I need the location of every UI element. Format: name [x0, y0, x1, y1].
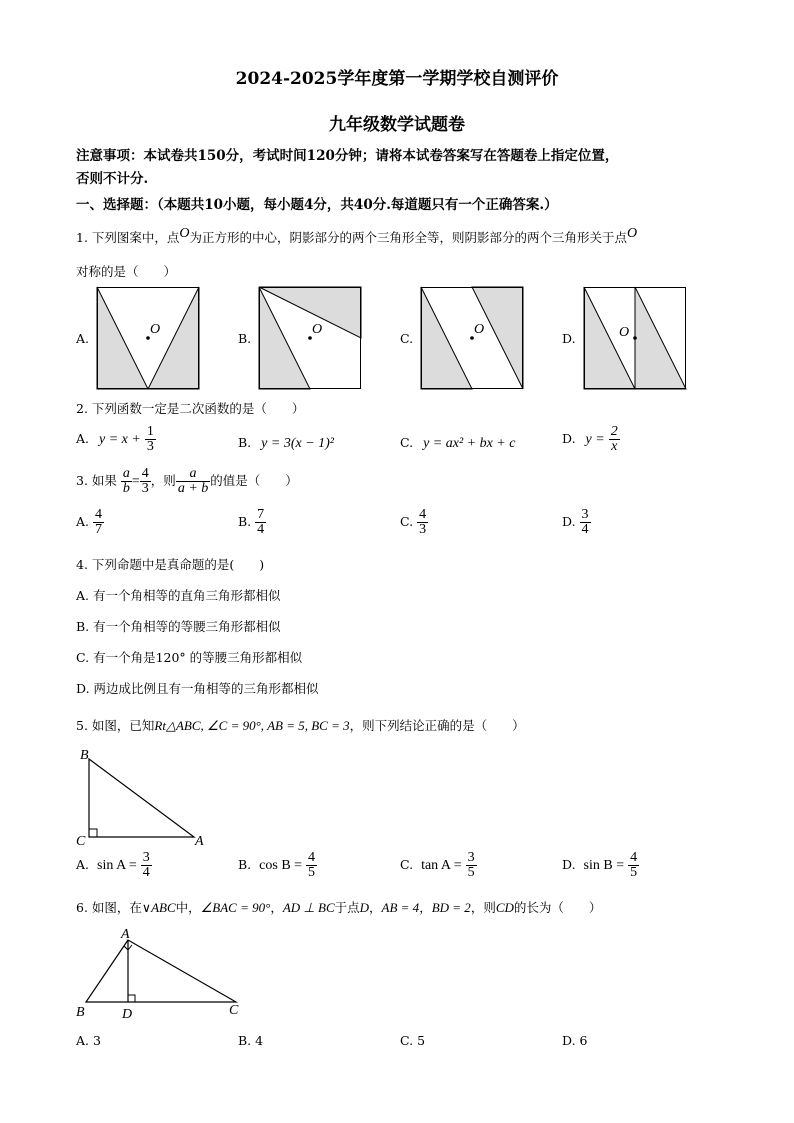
q6-cond3: AB = 4: [381, 900, 420, 915]
q3-stem-c: 的值是（ ）: [210, 473, 298, 488]
q1-stem: [76, 228, 637, 247]
q3-option-b-den: 4: [257, 522, 265, 537]
q5-option-d-frac: [628, 851, 639, 880]
q6-vertex-c: C: [229, 1003, 239, 1018]
q6-option-d: D. 6: [562, 1033, 588, 1048]
q1-point-o-2: O: [627, 226, 638, 241]
q1-figure-b: [259, 287, 361, 389]
q1-stem-a: 1. 下列图案中，点: [76, 230, 180, 245]
q5-option-b-expr: cos B =: [259, 858, 303, 873]
q5-option-c-frac: [466, 851, 477, 880]
q2-option-c-label: C.: [400, 435, 414, 450]
q3-option-b-num: 7: [257, 507, 265, 522]
q6-option-b: B. 4: [238, 1033, 264, 1048]
q6-point-d: D: [359, 900, 370, 915]
q2-option-a-den: 3: [146, 439, 154, 454]
q2-option-b-label: B.: [238, 435, 252, 450]
q6-vertex-d: D: [122, 1007, 133, 1022]
svg-text:O: O: [474, 322, 485, 337]
q4-stem: 4. 下列命题中是真命题的是( ): [76, 557, 265, 572]
q3-option-b-label: B.: [238, 514, 252, 529]
q5-vertex-c: C: [76, 834, 86, 849]
q2-option-c: [400, 435, 515, 452]
q3-frac-43: [140, 467, 151, 496]
q4-option-a: A. 有一个角相等的直角三角形都相似: [76, 588, 281, 603]
q3-option-a: [76, 508, 104, 537]
q3-frac-ab: [121, 467, 132, 496]
q5-vertex-b: B: [80, 748, 89, 763]
q3-option-d: [562, 508, 591, 537]
q1-label-d: D.: [562, 331, 576, 346]
q2-option-d-num: 2: [610, 424, 618, 439]
q6-cond1: ∠BAC = 90°: [200, 900, 271, 915]
q6-stem-e: 的长为（ ）: [513, 900, 602, 915]
q5-option-b-num: 4: [308, 850, 316, 865]
svg-text:O: O: [619, 325, 630, 340]
q5-triangle-figure: [76, 745, 216, 850]
svg-text:O: O: [150, 322, 161, 337]
q3-option-b: [238, 508, 266, 537]
q5-option-c: [400, 851, 477, 880]
q3-option-b-frac: [255, 508, 266, 537]
q3-frac-43-den: 3: [141, 481, 149, 496]
q6-sep2: ，: [369, 900, 382, 915]
q3-option-c-frac: [417, 508, 428, 537]
q2-stem: 2. 下列函数一定是二次函数的是（ ）: [76, 401, 305, 416]
q3-frac-43-num: 4: [141, 466, 149, 481]
notice-line2: 否则不计分.: [76, 171, 149, 187]
q3-option-d-num: 3: [581, 507, 589, 522]
q6-stem: [76, 898, 601, 916]
q2-option-d-frac: [609, 425, 620, 454]
q2-option-a-expr: y = x +: [99, 432, 141, 447]
q3-eq: =: [131, 474, 140, 489]
notice-line1: 注意事项：本试卷共150分，考试时间120分钟；请将本试卷答案写在答题卷上指定位置，: [76, 148, 619, 164]
q5-option-c-num: 3: [467, 850, 475, 865]
q2-option-d-den: x: [611, 439, 618, 454]
q5-option-a-num: 3: [142, 850, 150, 865]
q3-option-c-den: 3: [419, 522, 427, 537]
q6-sep3: ，: [419, 900, 432, 915]
q5-stem-math: Rt△ABC, ∠C = 90°, AB = 5, BC = 3: [154, 718, 350, 733]
q3-option-a-label: A.: [76, 514, 90, 529]
q3-option-d-frac: [580, 508, 591, 537]
q2-option-c-expr: y = ax² + bx + c: [423, 436, 516, 451]
q5-stem: [76, 716, 525, 734]
q1-figure-a: [97, 287, 199, 389]
q3-option-a-frac: [93, 508, 104, 537]
q3-frac-ab-num: a: [122, 466, 130, 481]
q5-option-a: [76, 851, 152, 880]
q6-option-c: C. 5: [400, 1033, 426, 1048]
q5-option-c-expr: tan A =: [421, 858, 462, 873]
q2-option-a: [76, 425, 156, 454]
q1-figure-c: [421, 287, 523, 389]
q5-option-a-den: 4: [142, 865, 150, 880]
q3-stem-b: ，则: [150, 473, 176, 488]
q1-point-o: O: [179, 226, 190, 241]
q5-option-c-den: 5: [467, 865, 475, 880]
q5-stem-a: 5. 如图，已知: [76, 718, 155, 733]
q2-option-d: [562, 425, 620, 454]
q6-segment-cd: CD: [495, 900, 514, 915]
q5-stem-b: ，则下列结论正确的是（ ）: [349, 718, 525, 733]
q5-option-d-label: D.: [562, 857, 576, 872]
q1-stem-b: 为正方形的中心，阴影部分的两个三角形全等，则阴影部分的两个三角形关于点: [189, 230, 628, 245]
q2-option-a-label: A.: [76, 431, 90, 446]
q6-triangle-figure: [76, 925, 246, 1025]
q5-option-d-expr: sin B =: [583, 858, 625, 873]
q1-label-a: A.: [76, 331, 90, 346]
q2-option-b-expr: y = 3(x − 1)²: [261, 436, 334, 451]
q6-stem-b: 中，: [175, 900, 201, 915]
q2-option-d-label: D.: [562, 431, 576, 446]
q5-option-a-expr: sin A =: [97, 858, 137, 873]
q2-option-a-num: 1: [146, 424, 154, 439]
exam-subtitle: 九年级数学试题卷: [329, 115, 465, 135]
q3-option-c-label: C.: [400, 514, 414, 529]
q3-stem: [76, 467, 298, 496]
q5-option-b-frac: [306, 851, 317, 880]
q3-frac-target-num: a: [176, 467, 210, 482]
exam-title: 2024-2025学年度第一学期学校自测评价: [235, 69, 559, 89]
q3-frac-ab-den: b: [122, 481, 130, 496]
q6-option-a: A. 3: [76, 1033, 101, 1048]
q6-stem-a: 6. 如图，在∨: [76, 900, 152, 915]
q5-option-d-den: 5: [630, 865, 638, 880]
q3-option-c: [400, 508, 428, 537]
q4-option-c: C. 有一个角是120° 的等腰三角形都相似: [76, 650, 303, 665]
q3-option-c-num: 4: [419, 507, 427, 522]
q3-frac-target-den: a + b: [177, 481, 209, 496]
q6-triangle-name: ABC: [151, 900, 176, 915]
q5-option-b-den: 5: [308, 865, 316, 880]
q3-option-a-den: 7: [95, 522, 102, 537]
q2-option-a-frac: [145, 425, 156, 454]
q6-cond4: BD = 2: [431, 900, 471, 915]
q6-stem-d: ，则: [470, 900, 496, 915]
q5-option-b-label: B.: [238, 857, 252, 872]
q6-vertex-a: A: [121, 927, 130, 942]
q5-vertex-a: A: [195, 834, 204, 849]
q3-option-a-num: 4: [95, 507, 102, 522]
q6-stem-c: 于点: [334, 900, 360, 915]
q6-vertex-b: B: [76, 1005, 85, 1020]
q4-option-d: D. 两边成比例且有一角相等的三角形都相似: [76, 681, 319, 696]
q3-frac-target: [176, 467, 210, 496]
q3-option-d-den: 4: [581, 522, 589, 537]
q4-option-b: B. 有一个角相等的等腰三角形都相似: [76, 619, 281, 634]
q1-figure-d: [584, 287, 686, 389]
q3-stem-a: 3. 如果: [76, 473, 117, 488]
q3-option-d-label: D.: [562, 514, 576, 529]
q5-option-d: [562, 851, 639, 880]
svg-text:O: O: [312, 322, 323, 337]
q5-option-a-frac: [141, 851, 152, 880]
q5-option-c-label: C.: [400, 857, 414, 872]
q5-option-a-label: A.: [76, 857, 90, 872]
q2-option-b: [238, 435, 334, 452]
q1-stem-c: 对称的是（ ）: [76, 264, 177, 279]
q5-option-d-num: 4: [630, 850, 638, 865]
q6-sep1: ，: [270, 900, 283, 915]
q6-cond2: AD ⊥ BC: [282, 900, 335, 915]
q2-option-d-expr: y =: [585, 432, 605, 447]
q1-label-c: C.: [400, 331, 414, 346]
q1-label-b: B.: [238, 331, 252, 346]
q5-option-b: [238, 851, 317, 880]
section-heading: 一、选择题：（本题共10小题，每小题4分，共40分.每道题只有一个正确答案.）: [76, 197, 558, 213]
